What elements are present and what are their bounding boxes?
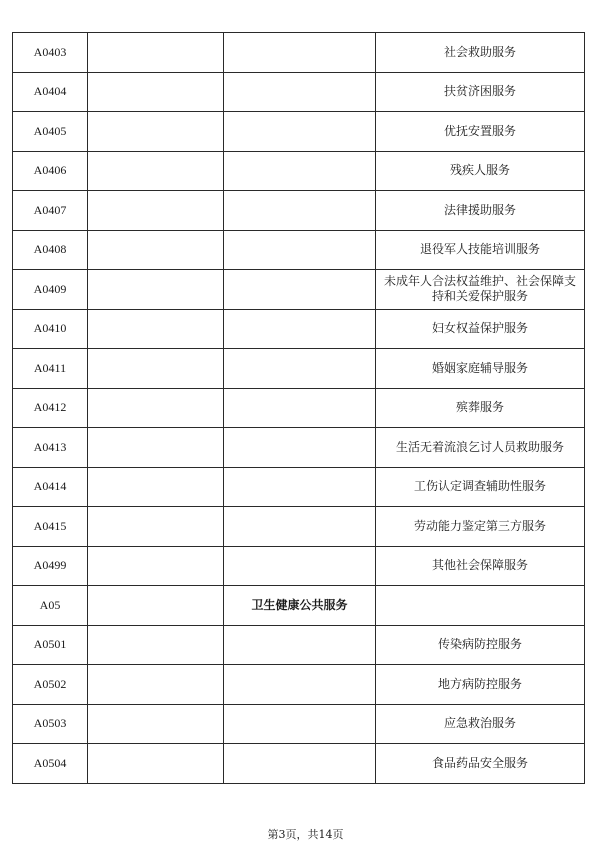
code-cell: A0499 <box>13 546 88 586</box>
code-cell: A0409 <box>13 270 88 310</box>
item-cell: 生活无着流浪乞讨人员救助服务 <box>376 428 585 468</box>
item-cell: 优抚安置服务 <box>376 112 585 152</box>
category-cell <box>224 507 376 547</box>
category-cell <box>224 33 376 73</box>
item-cell: 地方病防控服务 <box>376 665 585 705</box>
item-cell: 食品药品安全服务 <box>376 744 585 784</box>
item-cell: 未成年人合法权益维护、社会保障支持和关爱保护服务 <box>376 270 585 310</box>
page-footer: 第3页，共14页 <box>267 828 344 841</box>
level1-cell <box>88 151 224 191</box>
category-cell <box>224 744 376 784</box>
table-row <box>13 270 585 310</box>
item-cell <box>376 586 585 626</box>
level1-cell <box>88 625 224 665</box>
category-cell <box>224 704 376 744</box>
level1-cell <box>88 665 224 705</box>
table-row <box>13 428 585 468</box>
item-cell: 传染病防控服务 <box>376 625 585 665</box>
table-row <box>13 467 585 507</box>
code-cell: A0404 <box>13 72 88 112</box>
code-cell: A0415 <box>13 507 88 547</box>
level1-cell <box>88 546 224 586</box>
code-cell: A0403 <box>13 33 88 73</box>
code-cell: A0414 <box>13 467 88 507</box>
level1-cell <box>88 191 224 231</box>
item-cell: 残疾人服务 <box>376 151 585 191</box>
item-cell: 退役军人技能培训服务 <box>376 230 585 270</box>
code-cell: A0405 <box>13 112 88 152</box>
code-cell: A0413 <box>13 428 88 468</box>
category-cell <box>224 270 376 310</box>
category-cell <box>224 191 376 231</box>
item-cell: 劳动能力鉴定第三方服务 <box>376 507 585 547</box>
level1-cell <box>88 72 224 112</box>
code-cell: A0503 <box>13 704 88 744</box>
category-cell <box>224 112 376 152</box>
item-cell: 应急救治服务 <box>376 704 585 744</box>
category-cell: 卫生健康公共服务 <box>224 586 376 626</box>
item-cell: 殡葬服务 <box>376 388 585 428</box>
table-row <box>13 625 585 665</box>
category-cell <box>224 388 376 428</box>
table-row <box>13 151 585 191</box>
code-cell: A0501 <box>13 625 88 665</box>
table-row <box>13 507 585 547</box>
category-cell <box>224 625 376 665</box>
level1-cell <box>88 388 224 428</box>
item-cell: 其他社会保障服务 <box>376 546 585 586</box>
level1-cell <box>88 744 224 784</box>
item-cell: 扶贫济困服务 <box>376 72 585 112</box>
table-row <box>13 586 585 626</box>
table-row <box>13 349 585 389</box>
level1-cell <box>88 586 224 626</box>
category-cell <box>224 467 376 507</box>
code-cell: A05 <box>13 586 88 626</box>
table-row <box>13 112 585 152</box>
item-cell: 社会救助服务 <box>376 33 585 73</box>
category-cell <box>224 72 376 112</box>
level1-cell <box>88 230 224 270</box>
category-cell <box>224 665 376 705</box>
code-cell: A0502 <box>13 665 88 705</box>
table-row <box>13 33 585 73</box>
code-cell: A0406 <box>13 151 88 191</box>
level1-cell <box>88 428 224 468</box>
code-cell: A0411 <box>13 349 88 389</box>
item-cell: 妇女权益保护服务 <box>376 309 585 349</box>
category-cell <box>224 428 376 468</box>
table-row <box>13 546 585 586</box>
item-cell: 婚姻家庭辅导服务 <box>376 349 585 389</box>
level1-cell <box>88 270 224 310</box>
level1-cell <box>88 467 224 507</box>
level1-cell <box>88 704 224 744</box>
level1-cell <box>88 112 224 152</box>
code-cell: A0407 <box>13 191 88 231</box>
code-cell: A0504 <box>13 744 88 784</box>
category-cell <box>224 151 376 191</box>
table-row <box>13 230 585 270</box>
table-row <box>13 744 585 784</box>
table-row <box>13 704 585 744</box>
service-catalog-table <box>12 32 585 784</box>
table-row <box>13 191 585 231</box>
level1-cell <box>88 33 224 73</box>
code-cell: A0410 <box>13 309 88 349</box>
item-cell: 法律援助服务 <box>376 191 585 231</box>
category-cell <box>224 309 376 349</box>
table-row <box>13 665 585 705</box>
table-body <box>13 33 585 784</box>
code-cell: A0412 <box>13 388 88 428</box>
item-cell: 工伤认定调查辅助性服务 <box>376 467 585 507</box>
level1-cell <box>88 349 224 389</box>
table-row <box>13 72 585 112</box>
level1-cell <box>88 309 224 349</box>
level1-cell <box>88 507 224 547</box>
category-cell <box>224 230 376 270</box>
table-row <box>13 309 585 349</box>
code-cell: A0408 <box>13 230 88 270</box>
category-cell <box>224 349 376 389</box>
category-cell <box>224 546 376 586</box>
table-row <box>13 388 585 428</box>
